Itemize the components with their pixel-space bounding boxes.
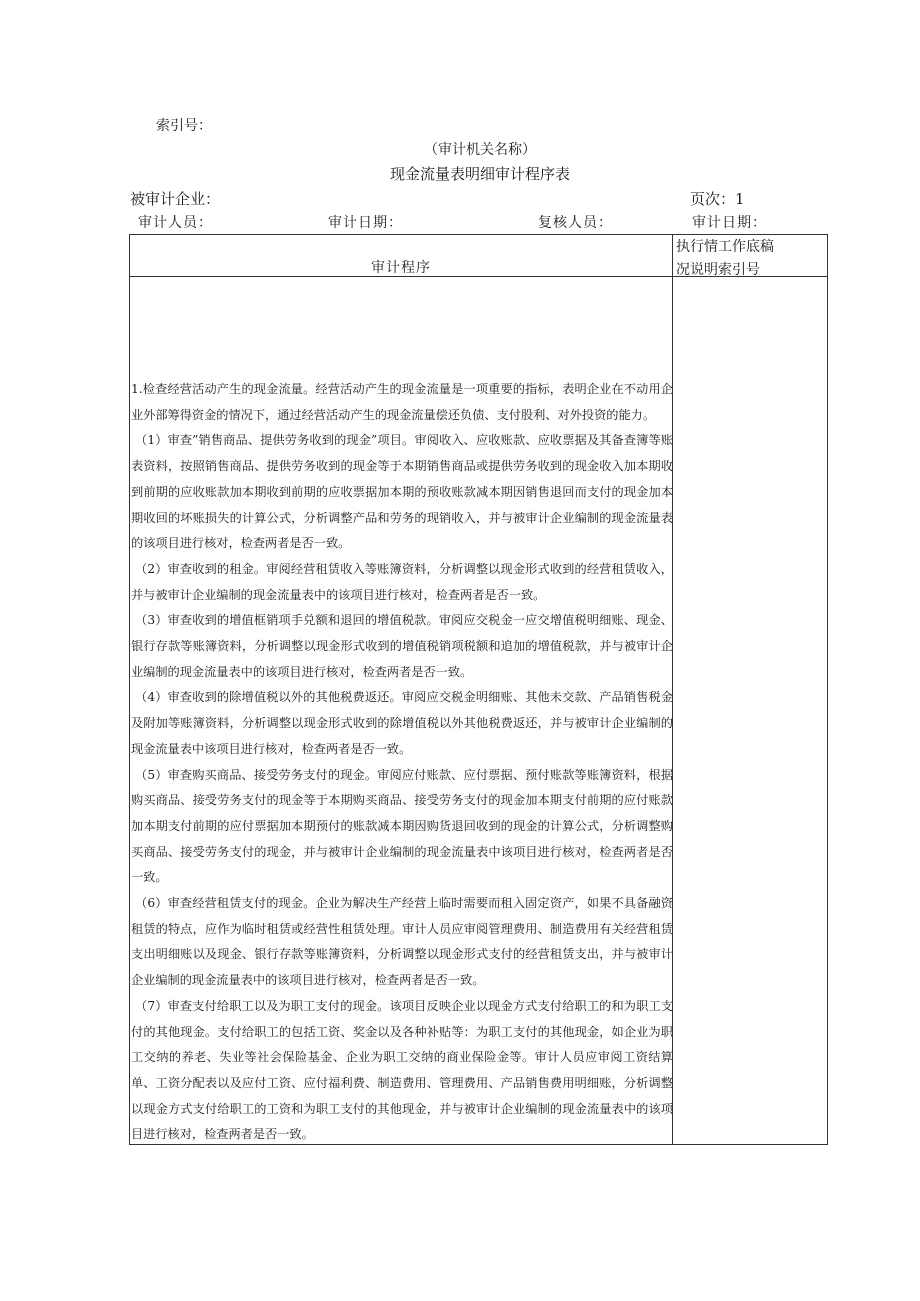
- table-border-left: [129, 234, 130, 1145]
- procedure-paragraph: （4）审查收到的除增值税以外的其他税费返还。审阅应交税金明细账、其他未交款、产品销售税金及附加等账簿资料，分析调整以现金形式收到的除增值税以外其他税费返还，并与被审计企业编制的现金流量表中该项目进行核对，检查两者是否一致。: [131, 690, 673, 756]
- table-border-top: [129, 234, 828, 235]
- index-number-label: 索引号：: [156, 118, 212, 134]
- table-border-right: [827, 234, 828, 1145]
- audited-entity-label: 被审计企业：: [130, 190, 221, 208]
- procedure-text: [131, 377, 673, 1148]
- reviewer-label: 复核人员：: [538, 215, 613, 231]
- procedure-paragraph: （6）审查经营租赁支付的现金。企业为解决生产经营上临时需要而租入固定资产，如果不具备融资租赁的特点，应作为临时租赁或经营性租赁处理。审计人员应审阅管理费用、制造费用有关经营租赁支出明细账以及现金、银行存款等账簿资料，分析调整以现金形式支付的经营租赁支出，并与被审计企业编制的现金流量表中的该项目进行核对，检查两者是否一致。: [131, 896, 673, 988]
- procedure-paragraph: 1.检查经营活动产生的现金流量。经营活动产生的现金流量是一项重要的指标，表明企业在不动用企业外部筹得资金的情况下，通过经营活动产生的现金流量偿还负债、支付股利、对外投资的能力。: [131, 382, 673, 422]
- page-number: 页次：1: [690, 190, 745, 208]
- audit-date-label: 审计日期：: [328, 215, 403, 231]
- procedure-paragraph: （1）审查”销售商品、提供劳务收到的现金”项目。审阅收入、应收账款、应收票据及其备查簿等账表资料，按照销售商品、提供劳务收到的现金等于本期销售商品或提供劳务收到的现金收入加本期收到前期的应收账款加本期收到前期的应收票据加本期的预收账款减本期因销售退回而支付的现金加本期收回的坏账损失的计算公式，分析调整产品和劳务的现销收入，并与被审计企业编制的现金流量表的该项目进行核对，检查两者是否一致。: [131, 433, 673, 551]
- document-title: 现金流量表明细审计程序表: [389, 165, 570, 183]
- column-header-execution-line1: 执行情工作底稿: [676, 239, 774, 255]
- procedure-paragraph: （2）审查收到的租金。审阅经营租赁收入等账簿资料，分析调整以现金形式收到的经营租赁收入，并与被审计企业编制的现金流量表中的该项目进行核对，检查两者是否一致。: [131, 561, 673, 602]
- procedure-paragraph: （3）审查收到的增值框销项手兑额和退回的增值税款。审阅应交税金一应交增值税明细账、现金、银行存款等账簿资料，分析调整以现金形式收到的增值税销项税额和追加的增值税款，并与被审计企业编制的现金流量表中的该项目进行核对，检查两者是否一致。: [131, 613, 673, 679]
- procedure-paragraph: （5）审查购买商品、接受劳务支付的现金。审阅应付账款、应付票据、预付账款等账簿资料，根据购买商品、接受劳务支付的现金等于本期购买商品、接受劳务支付的现金加本期支付前期的应付账款加本期支付前期的应付票据加本期预付的账款减本期因购货退回收到的现金的计算公式，分析调整购买商品、接受劳务支付的现金，并与被审计企业编制的现金流量表中该项目进行核对，检查两者是否一致。: [131, 767, 673, 885]
- audit-org-name: （审计机关名称）: [424, 142, 536, 158]
- column-header-execution-line2: 况说明索引号: [676, 262, 760, 278]
- review-date-label: 审计日期：: [692, 215, 767, 231]
- column-header-procedure: 审计程序: [371, 260, 431, 276]
- auditor-label: 审计人员：: [138, 215, 213, 231]
- procedure-paragraph: （7）审查支付给职工以及为职工支付的现金。该项目反映企业以现金方式支付给职工的和为职工支付的其他现金。支付给职工的包括工资、奖金以及各种补贴等：为职工支付的其他现金，如企业为职工交纳的养老、失业等社会保险基金、企业为职工交纳的商业保险金等。审计人员应审阅工资结算单、工资分配表以及应付工资、应付福利费、制造费用、管理费用、产品销售费用明细账，分析调整以现金方式支付给职工的工资和为职工支付的其他现金，并与被审计企业编制的现金流量表中的该项目进行核对，检查两者是否一致。: [131, 998, 673, 1142]
